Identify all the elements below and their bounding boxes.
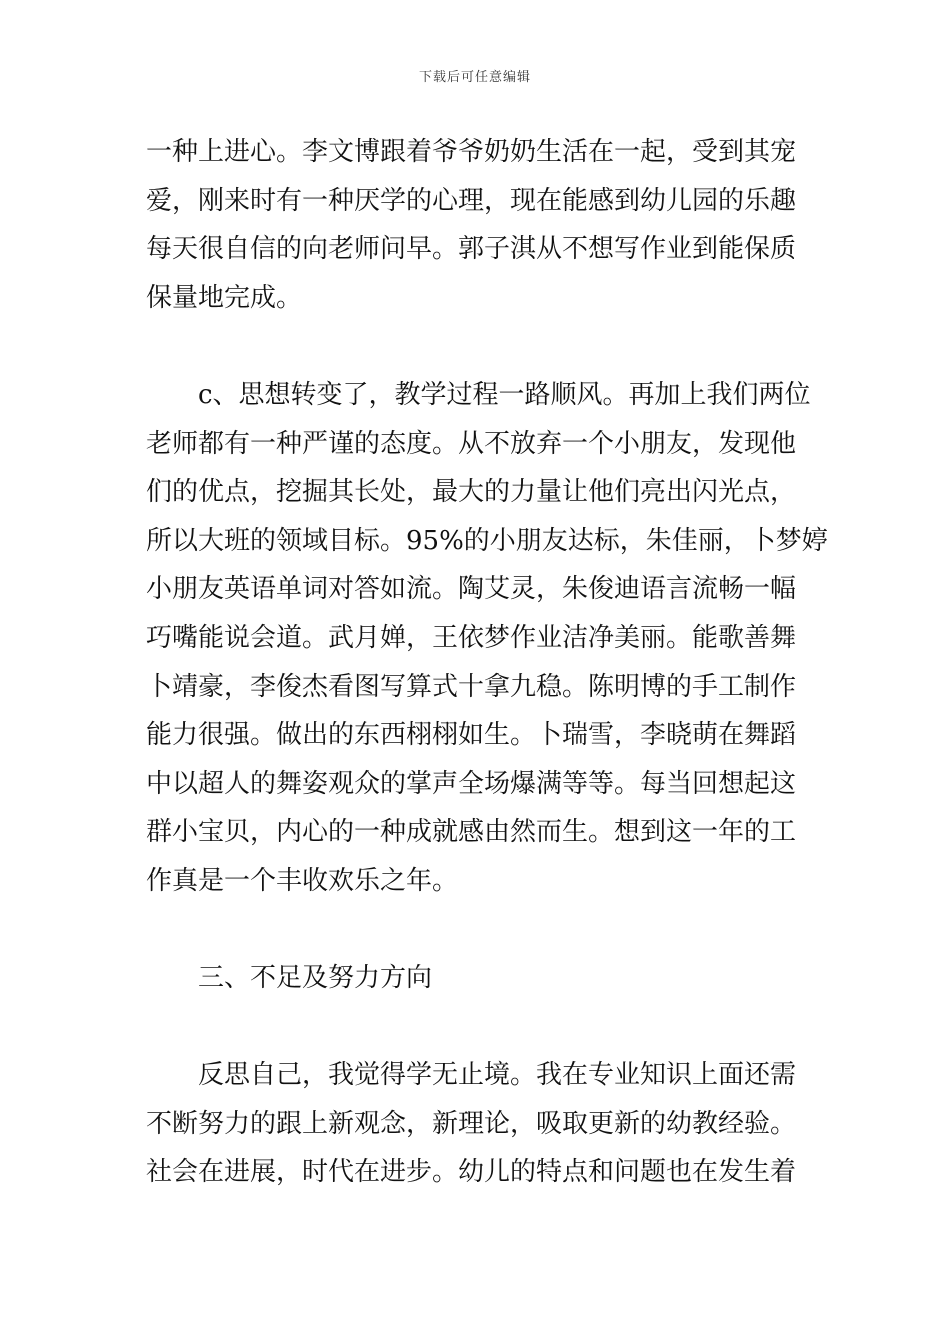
paragraph-line: 们的优点，挖掘其长处，最大的力量让他们亮出闪光点， xyxy=(146,477,797,508)
paragraph-line: 中以超人的舞姿观众的掌声全场爆满等等。每当回想起这 xyxy=(146,768,797,799)
paragraph-line: 一种上进心。李文博跟着爷爷奶奶生活在一起，受到其宠 xyxy=(146,137,797,167)
paragraph-line: 卜靖豪，李俊杰看图写算式十拿九稳。陈明博的手工制作 xyxy=(146,671,797,702)
paragraph-line: 反思自己，我觉得学无止境。我在专业知识上面还需 xyxy=(198,1060,797,1091)
document-body xyxy=(146,128,828,1197)
paragraph-line: 群小宝贝，内心的一种成就感由然而生。想到这一年的工 xyxy=(146,817,797,848)
paragraph-line: 所以大班的领域目标。95%的小朋友达标，朱佳丽，卜梦婷 xyxy=(146,525,828,556)
paragraph-spacer xyxy=(146,1003,810,1052)
paragraph-line: 能力很强。做出的东西栩栩如生。卜瑞雪，李晓萌在舞蹈 xyxy=(146,720,797,751)
paragraph-line: 巧嘴能说会道。武月婵，王依梦作业洁净美丽。能歌善舞 xyxy=(146,622,797,653)
paragraph-line: 小朋友英语单词对答如流。陶艾灵，朱俊迪语言流畅一幅 xyxy=(146,574,797,605)
paragraph-spacer xyxy=(146,322,810,371)
paragraph-line: 保量地完成。 xyxy=(146,282,303,313)
paragraph-line: 爱，刚来时有一种厌学的心理，现在能感到幼儿园的乐趣 xyxy=(146,185,797,216)
paragraph-line: 社会在进展，时代在进步。幼儿的特点和问题也在发生着 xyxy=(146,1157,797,1188)
section-heading: 三、不足及努力方向 xyxy=(198,963,433,994)
paragraph-line: 不断努力的跟上新观念，新理论，吸取更新的幼教经验。 xyxy=(146,1108,797,1139)
paragraph-line: c、思想转变了，教学过程一路顺风。再加上我们两位 xyxy=(198,379,811,410)
page-header-note: 下载后可任意编辑 xyxy=(418,70,531,85)
paragraph-line: 每天很自信的向老师问早。郭子淇从不想写作业到能保质 xyxy=(146,234,797,265)
paragraph-spacer xyxy=(146,906,810,955)
paragraph-line: 老师都有一种严谨的态度。从不放弃一个小朋友，发现他 xyxy=(146,428,797,459)
paragraph-line: 作真是一个丰收欢乐之年。 xyxy=(146,865,459,896)
